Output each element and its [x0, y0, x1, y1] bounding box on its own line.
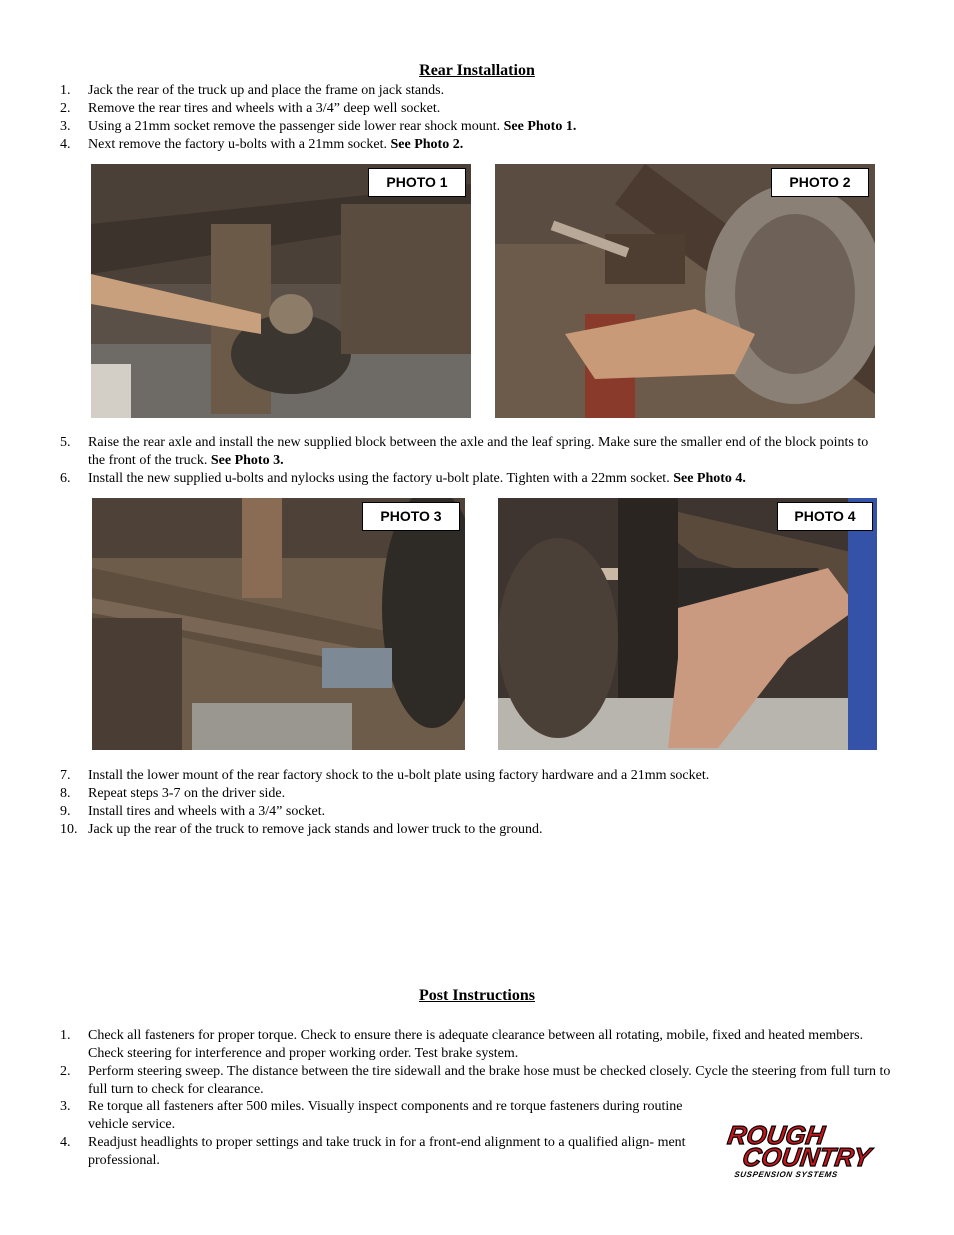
photo-reference: See Photo 3.: [210, 453, 284, 468]
photo-1-label: PHOTO 1: [368, 168, 466, 197]
list-item: [0, 821, 880, 839]
post-steps-3-4: [0, 1098, 722, 1170]
step-number: 4.: [60, 1135, 71, 1150]
photo-4-label: PHOTO 4: [777, 502, 873, 531]
step-number: 8.: [60, 786, 71, 801]
photo-reference: See Photo 1.: [503, 119, 577, 134]
list-item: [0, 1134, 722, 1170]
list-item: [0, 136, 900, 154]
list-item: [0, 1063, 895, 1099]
logo-line-1: ROUGH: [726, 1120, 827, 1150]
step-number: 1.: [60, 1028, 71, 1043]
step-number: 3.: [60, 119, 71, 134]
photo-reference: See Photo 4.: [673, 471, 746, 486]
step-number: 10.: [60, 822, 78, 837]
post-steps-1-2: [0, 1027, 895, 1099]
photo-2-image: [495, 164, 875, 418]
rear-steps-7-10: [0, 767, 880, 839]
list-item: [0, 1098, 722, 1134]
rough-country-logo: [726, 1120, 896, 1180]
step-text: Re torque all fasteners after 500 miles. Visually inspect components and re torque fasteners during routine vehicle service.: [88, 1099, 683, 1132]
list-item: [0, 785, 880, 803]
list-item: [0, 100, 900, 118]
step-text: Check all fasteners for proper torque. Check to ensure there is adequate clearance between all rotating, mobile, fixed and heated members. Check steering for interference and proper working order. Test brake system.: [88, 1028, 864, 1061]
rear-installation-heading: Rear Installation: [419, 62, 535, 79]
list-item: [0, 767, 880, 785]
post-instructions-heading: Post Instructions: [418, 987, 535, 1004]
step-text: Repeat steps 3-7 on the driver side.: [88, 786, 286, 801]
step-number: 4.: [60, 137, 71, 152]
rear-steps-1-4: [0, 82, 900, 154]
list-item: [0, 470, 880, 488]
rear-steps-5-6: [0, 434, 880, 488]
list-item: [0, 1027, 895, 1063]
step-text: Remove the rear tires and wheels with a 3/4” deep well socket.: [88, 101, 441, 116]
logo-line-2: COUNTRY: [740, 1142, 873, 1172]
step-text: Perform steering sweep. The distance between the tire sidewall and the brake hose must be checked closely. Cycle the steering from full turn to full turn to check for clearance.: [88, 1064, 891, 1097]
step-number: 6.: [60, 471, 71, 486]
step-number: 2.: [60, 101, 71, 116]
photo-1-image: [91, 164, 471, 418]
list-item: [0, 82, 900, 100]
list-item: [0, 118, 900, 136]
step-text: Using a 21mm socket remove the passenger side lower rear shock mount.: [88, 119, 504, 134]
step-text: Jack up the rear of the truck to remove jack stands and lower truck to the ground.: [88, 822, 543, 837]
step-text: Raise the rear axle and install the new supplied block between the axle and the leaf spring. Make sure the smaller end of the block points to the front of the truck.: [88, 435, 869, 468]
step-number: 2.: [60, 1064, 71, 1079]
step-number: 7.: [60, 768, 71, 783]
logo-line-3: SUSPENSION SYSTEMS: [733, 1170, 839, 1179]
photo-4-image: [498, 498, 877, 750]
step-text: Readjust headlights to proper settings and take truck in for a front-end alignment to a qualified align- ment professional.: [88, 1135, 686, 1168]
list-item: [0, 803, 880, 821]
step-number: 5.: [60, 435, 71, 450]
photo-2-label: PHOTO 2: [771, 168, 869, 197]
list-item: [0, 434, 880, 470]
photo-reference: See Photo 2.: [390, 137, 464, 152]
photo-3-label: PHOTO 3: [362, 502, 460, 531]
step-text: Install the lower mount of the rear factory shock to the u-bolt plate using factory hardware and a 21mm socket.: [88, 768, 710, 783]
step-number: 3.: [60, 1099, 71, 1114]
step-text: Jack the rear of the truck up and place the frame on jack stands.: [88, 83, 445, 98]
photo-3-image: [92, 498, 465, 750]
step-text: Install the new supplied u-bolts and nylocks using the factory u-bolt plate. Tighten with a 22mm socket.: [88, 471, 674, 486]
step-text: Install tires and wheels with a 3/4” socket.: [88, 804, 326, 819]
step-number: 1.: [60, 83, 71, 98]
step-number: 9.: [60, 804, 71, 819]
step-text: Next remove the factory u-bolts with a 21mm socket.: [88, 137, 391, 152]
